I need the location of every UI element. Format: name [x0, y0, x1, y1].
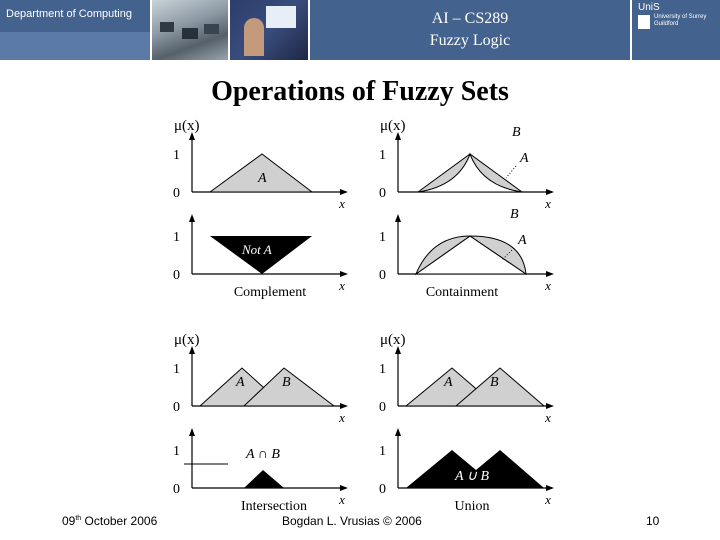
- tick-zero: 0: [379, 186, 386, 201]
- tick-one: 1: [379, 230, 386, 245]
- set-a-label: A: [520, 151, 529, 166]
- person-shape: [244, 18, 264, 56]
- department-banner: [0, 0, 150, 60]
- set-b-label: B: [282, 375, 291, 390]
- logo-brand: UniS: [638, 2, 660, 13]
- slide-header: [0, 0, 720, 60]
- y-axis-label: μ(x): [174, 332, 200, 348]
- course-title-box: [310, 0, 630, 60]
- footer-author: Bogdan L. Vrusias © 2006: [282, 514, 422, 528]
- date-suffix: th: [75, 515, 82, 522]
- tick-one: 1: [173, 444, 180, 459]
- x-axis-label: x: [339, 278, 345, 293]
- tick-one: 1: [173, 362, 180, 377]
- screen-shape: [266, 6, 296, 28]
- x-axis-label: x: [339, 410, 345, 425]
- course-code: AI – CS289: [431, 10, 509, 27]
- tick-zero: 0: [379, 400, 386, 415]
- crest-icon: [638, 15, 650, 29]
- set-a-label: A: [236, 375, 245, 390]
- students-photo: [230, 0, 308, 60]
- y-axis-label: μ(x): [380, 332, 406, 348]
- date-rest: October 2006: [81, 514, 158, 528]
- set-b-label: B: [510, 207, 519, 222]
- tick-zero: 0: [379, 268, 386, 283]
- logo-university-text: [654, 14, 706, 28]
- set-a-label: A: [518, 233, 527, 248]
- logo-university-town: Guildford: [654, 21, 679, 27]
- label-pointer: [506, 166, 516, 178]
- tick-zero: 0: [173, 268, 180, 283]
- set-a-label: A: [444, 375, 453, 390]
- x-axis-arrow: [546, 271, 554, 277]
- department-name: Department of Computing: [6, 8, 132, 20]
- footer-date: [62, 514, 157, 528]
- university-logo: [632, 0, 720, 60]
- y-axis-arrow: [189, 428, 195, 436]
- tick-zero: 0: [173, 400, 180, 415]
- union-caption: Union: [454, 499, 490, 514]
- tick-zero: 0: [379, 482, 386, 497]
- x-axis-arrow: [546, 189, 554, 195]
- x-axis-label: x: [339, 492, 345, 507]
- x-axis-arrow: [340, 485, 348, 491]
- x-axis-label: x: [339, 196, 345, 211]
- x-axis-label: x: [545, 196, 551, 211]
- monitor-shape: [160, 22, 174, 32]
- date-day: 09: [62, 514, 76, 528]
- x-axis-label: x: [545, 278, 551, 293]
- x-axis-arrow: [546, 485, 554, 491]
- x-axis-arrow: [340, 189, 348, 195]
- set-a-label: A: [258, 171, 267, 186]
- x-axis-label: x: [545, 410, 551, 425]
- department-strip: [0, 32, 150, 60]
- x-axis-label: x: [545, 492, 551, 507]
- monitor-shape: [182, 28, 198, 39]
- tick-zero: 0: [173, 186, 180, 201]
- course-topic: Fuzzy Logic: [429, 32, 511, 49]
- computer-lab-photo: [152, 0, 228, 60]
- y-axis-label: μ(x): [174, 118, 200, 134]
- complement-caption: Complement: [233, 285, 307, 300]
- tick-one: 1: [379, 148, 386, 163]
- fuzzy-operations-figure: [170, 108, 570, 518]
- tick-zero: 0: [173, 482, 180, 497]
- intersection-label: A ∩ B: [246, 447, 280, 462]
- containment-caption: Containment: [425, 285, 499, 300]
- union-label: A ∪ B: [454, 469, 490, 484]
- tick-one: 1: [173, 148, 180, 163]
- page-number: 10: [646, 514, 660, 528]
- slide-title: Operations of Fuzzy Sets: [211, 76, 509, 107]
- monitor-shape: [204, 24, 219, 34]
- not-a-label: Not A: [242, 242, 272, 257]
- intersection-region: [244, 470, 284, 488]
- y-axis-arrow: [395, 428, 401, 436]
- tick-one: 1: [379, 362, 386, 377]
- x-axis-arrow: [340, 271, 348, 277]
- intersection-caption: Intersection: [240, 499, 308, 514]
- y-axis-arrow: [189, 214, 195, 222]
- x-axis-arrow: [546, 403, 554, 409]
- tick-one: 1: [173, 230, 180, 245]
- x-axis-arrow: [340, 403, 348, 409]
- set-b-label: B: [512, 125, 521, 140]
- y-axis-arrow: [395, 214, 401, 222]
- tick-one: 1: [379, 444, 386, 459]
- set-b-label: B: [490, 375, 499, 390]
- logo-university-name: University of Surrey: [654, 14, 707, 20]
- y-axis-label: μ(x): [380, 118, 406, 134]
